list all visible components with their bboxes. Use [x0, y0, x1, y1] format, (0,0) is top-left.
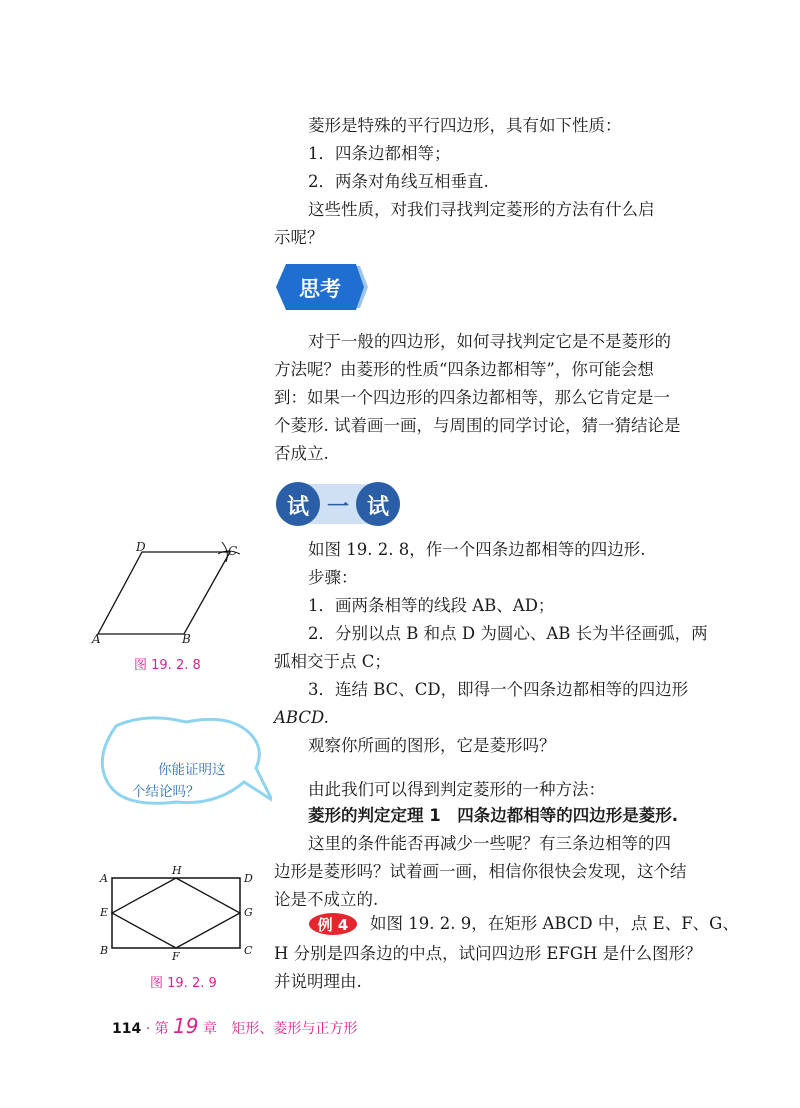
example-text-3: 并说明理由. — [274, 972, 362, 991]
vertex-C: C — [244, 944, 253, 957]
try-char-3: 试 — [366, 494, 389, 520]
bubble-line-1: 你能证明这 — [158, 762, 226, 778]
property-1: 1．四条边都相等； — [308, 144, 451, 163]
page-footer — [112, 1014, 357, 1038]
think-text-2: 方法呢？由菱形的性质“四条边都相等”，你可能会想 — [274, 360, 654, 379]
try-char-1: 试 — [286, 494, 309, 520]
vertex-A: A — [92, 632, 101, 646]
think-text-5: 否成立. — [274, 444, 329, 463]
example-tag — [308, 912, 358, 936]
vertex-F: F — [172, 950, 180, 963]
theorem-question-2: 边形是菱形吗？试着画一画，相信你很快会发现，这个结 — [274, 862, 687, 881]
step-2-cont: 弧相交于点 C； — [274, 652, 391, 671]
footer-dot: · — [145, 1021, 151, 1037]
intro-question: 这些性质，对我们寻找判定菱形的方法有什么启 — [308, 200, 655, 219]
figure-19-2-9 — [98, 864, 258, 964]
theorem-statement: 菱形的判定定理 1 四条边都相等的四边形是菱形. — [308, 806, 678, 825]
think-text-3: 到：如果一个四边形的四条边都相等，那么它肯定是一 — [274, 388, 670, 407]
think-text-1: 对于一般的四边形，如何寻找判定它是不是菱形的 — [308, 332, 671, 351]
step-3: 3．连结 BC、CD，即得一个四条边都相等的四边形 — [308, 680, 689, 699]
chapter-prefix: 第 — [154, 1021, 169, 1037]
observe-question: 观察你所画的图形，它是菱形吗？ — [308, 736, 556, 755]
step-1: 1．画两条相等的线段 AB、AD； — [308, 596, 555, 615]
try-char-2: 一 — [326, 494, 349, 520]
vertex-D: D — [136, 540, 146, 554]
step-3-cont: ABCD. — [274, 708, 329, 727]
figure-19-2-8 — [88, 538, 248, 648]
example-tag-label: 例 4 — [317, 916, 349, 934]
try-badge — [274, 480, 402, 528]
theorem-lead: 由此我们可以得到判定菱形的一种方法： — [308, 780, 605, 799]
vertex-C: C — [228, 544, 238, 558]
property-2: 2．两条对角线互相垂直. — [308, 172, 489, 191]
step-2: 2．分别以点 B 和点 D 为圆心、AB 长为半径画弧，两 — [308, 624, 708, 643]
think-badge — [276, 262, 368, 312]
figure-19-2-8-caption: 图 19. 2. 8 — [134, 658, 201, 673]
page-number: 114 — [112, 1021, 142, 1037]
chapter-suffix: 章 — [202, 1021, 217, 1037]
vertex-A: A — [100, 872, 108, 885]
vertex-G: G — [244, 906, 253, 919]
figure-19-2-9-caption: 图 19. 2. 9 — [150, 976, 217, 991]
steps-label: 步骤： — [308, 568, 358, 587]
intro-question-cont: 示呢？ — [274, 228, 324, 247]
example-text-2: H 分别是四条边的中点，试问四边形 EFGH 是什么图形？ — [274, 944, 702, 963]
think-label: 思考 — [299, 277, 341, 301]
vertex-B: B — [182, 632, 191, 646]
try-text-1: 如图 19. 2. 8，作一个四条边都相等的四边形. — [308, 540, 646, 559]
chapter-title: 矩形、菱形与正方形 — [231, 1021, 358, 1037]
hint-bubble — [96, 716, 272, 812]
theorem-question-3: 论是不成立的. — [274, 890, 379, 909]
vertex-B: B — [100, 944, 109, 957]
chapter-number: 19 — [173, 1014, 199, 1038]
think-text-4: 个菱形. 试着画一画，与周围的同学讨论，猜一猜结论是 — [274, 416, 681, 435]
example-text-1: 如图 19. 2. 9，在矩形 ABCD 中，点 E、F、G、 — [370, 914, 739, 933]
vertex-D: D — [244, 872, 253, 885]
theorem-question-1: 这里的条件能否再减少一些呢？有三条边相等的四 — [308, 834, 671, 853]
bubble-line-2: 个结论吗？ — [132, 784, 200, 800]
intro-text: 菱形是特殊的平行四边形，具有如下性质： — [308, 116, 622, 135]
vertex-E: E — [100, 906, 109, 919]
vertex-H: H — [172, 864, 182, 877]
